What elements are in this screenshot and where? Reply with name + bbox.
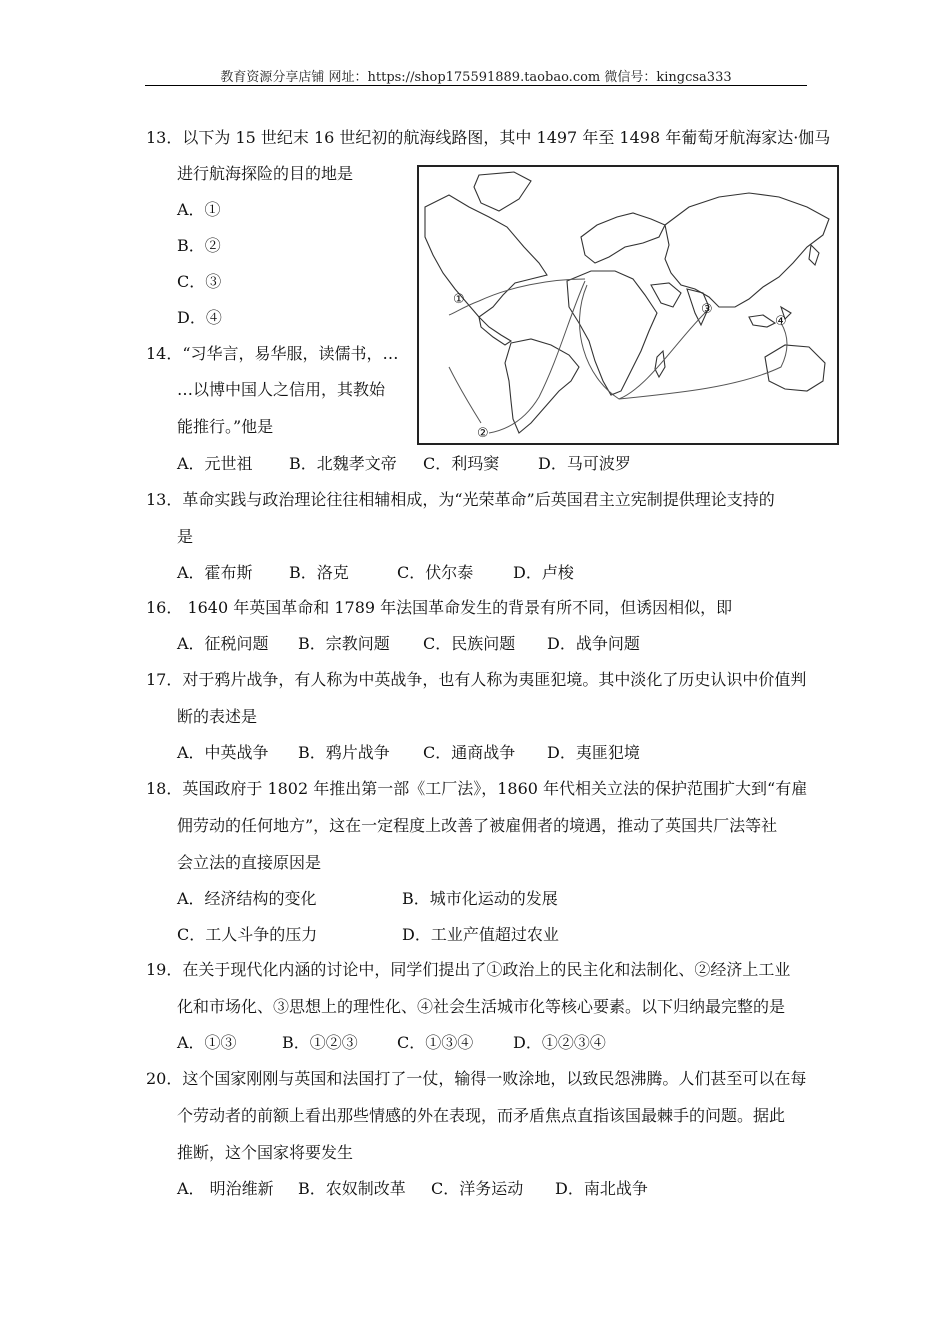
- central-america-outline: [479, 317, 511, 345]
- navigation-route-map: [417, 165, 839, 445]
- question-17-option-c[interactable]: C．通商战争: [423, 743, 516, 762]
- question-20-line-2: 个劳动者的前额上看出那些情感的外在表现，而矛盾焦点直指该国最棘手的问题。据此: [177, 1106, 786, 1125]
- question-13b-option-c[interactable]: C．伏尔泰: [397, 563, 474, 582]
- question-19-option-c[interactable]: C．①③④: [397, 1033, 474, 1052]
- question-14-line-1: 14．“习华言，易华服，读儒书，…: [146, 344, 399, 363]
- question-13b-option-b[interactable]: B．洛克: [289, 563, 349, 582]
- question-18-option-b[interactable]: B．城市化运动的发展: [402, 889, 558, 908]
- question-18-line-2: 佣劳动的任何地方”，这在一定程度上改善了被雇佣者的境遇，推动了英国共厂法等社: [177, 816, 778, 835]
- question-13b-line-2: 是: [177, 527, 194, 546]
- question-13b-option-d[interactable]: D．卢梭: [513, 563, 574, 582]
- question-18-line-1: 18．英国政府于 1802 年推出第一部《工厂法》，1860 年代相关立法的保护范围扩大到“有雇: [146, 779, 808, 798]
- route-west-pacific: [449, 367, 481, 423]
- indonesia-outline: [749, 315, 775, 327]
- question-19-option-b[interactable]: B．①②③: [282, 1033, 358, 1052]
- question-14-line-3: 能推行。”他是: [177, 417, 274, 436]
- question-16-option-a[interactable]: A．征税问题: [177, 634, 269, 653]
- japan-outline: [809, 245, 819, 265]
- question-20-option-a[interactable]: A． 明治维新: [177, 1179, 274, 1198]
- marker-2: ②: [477, 426, 489, 441]
- question-13a-option-b[interactable]: B．②: [177, 236, 221, 255]
- route-columbus: [449, 279, 585, 315]
- route-return: [619, 323, 787, 399]
- question-13b-option-a[interactable]: A．霍布斯: [177, 563, 253, 582]
- question-13a-option-a[interactable]: A．①: [177, 200, 221, 219]
- australia-outline: [765, 345, 825, 391]
- question-13b-line-1: 13．革命实践与政治理论往往相辅相成，为“光荣革命”后英国君主立宪制提供理论支持的: [146, 490, 775, 509]
- question-18-option-d[interactable]: D．工业产值超过农业: [402, 925, 559, 944]
- question-17-option-d[interactable]: D．夷匪犯境: [547, 743, 640, 762]
- question-16-option-c[interactable]: C．民族问题: [423, 634, 516, 653]
- world-map-svg: [419, 167, 837, 443]
- voyage-routes: [449, 279, 787, 433]
- question-16-option-d[interactable]: D．战争问题: [547, 634, 640, 653]
- question-13a-line-1: 13．以下为 15 世纪末 16 世纪初的航海线路图，其中 1497 年至 1498 年葡萄牙航海家达·伽马: [146, 128, 831, 147]
- question-18-option-c[interactable]: C．工人斗争的压力: [177, 925, 318, 944]
- question-20-option-c[interactable]: C．洋务运动: [431, 1179, 524, 1198]
- greenland-outline: [474, 172, 531, 211]
- question-17-option-a[interactable]: A．中英战争: [177, 743, 269, 762]
- question-16-line-1: 16． 1640 年英国革命和 1789 年法国革命发生的背景有所不同，但诱因相似，即: [146, 598, 733, 617]
- route-markers: [453, 292, 787, 441]
- question-14-option-b[interactable]: B．北魏孝文帝: [289, 454, 397, 473]
- question-18-line-3: 会立法的直接原因是: [177, 853, 322, 872]
- question-17-option-b[interactable]: B．鸦片战争: [298, 743, 390, 762]
- south-america-outline: [505, 339, 579, 433]
- question-19-line-2: 化和市场化、③思想上的理性化、④社会生活城市化等核心要素。以下归纳最完整的是: [177, 997, 786, 1016]
- question-19-option-a[interactable]: A．①③: [177, 1033, 237, 1052]
- question-20-line-3: 推断，这个国家将要发生: [177, 1143, 354, 1162]
- question-19-line-1: 19．在关于现代化内涵的讨论中，同学们提出了①政治上的民主化和法制化、②经济上工业: [146, 960, 791, 979]
- question-17-line-2: 断的表述是: [177, 707, 258, 726]
- question-20-line-1: 20．这个国家刚刚与英国和法国打了一仗，输得一败涂地，以致民怨沸腾。人们甚至可以在每: [146, 1069, 807, 1088]
- question-13a-line-2: 进行航海探险的目的地是: [177, 164, 354, 183]
- question-13a-option-c[interactable]: C．③: [177, 272, 222, 291]
- page-header: 教育资源分享店铺 网址：https://shop175591889.taobao.com 微信号：kingcsa333: [220, 70, 732, 85]
- continent-outlines: [425, 172, 829, 433]
- question-14-line-2: …以博中国人之信用，其教始: [177, 380, 386, 399]
- marker-4: ④: [775, 314, 787, 329]
- header-rule: [145, 85, 807, 86]
- marker-1: ①: [453, 292, 465, 307]
- question-16-option-b[interactable]: B．宗教问题: [298, 634, 390, 653]
- question-19-option-d[interactable]: D．①②③④: [513, 1033, 606, 1052]
- marker-3: ③: [701, 302, 713, 317]
- question-18-option-a[interactable]: A．经济结构的变化: [177, 889, 317, 908]
- north-america-outline: [425, 195, 547, 317]
- europe-outline: [581, 213, 665, 263]
- question-20-option-b[interactable]: B．农奴制改革: [298, 1179, 406, 1198]
- question-14-option-d[interactable]: D．马可波罗: [538, 454, 631, 473]
- question-13a-option-d[interactable]: D．④: [177, 308, 222, 327]
- question-14-option-c[interactable]: C．利玛窦: [423, 454, 500, 473]
- question-14-option-a[interactable]: A．元世祖: [177, 454, 253, 473]
- question-17-line-1: 17．对于鸦片战争，有人称为中英战争，也有人称为夷匪犯境。其中淡化了历史认识中价值判: [146, 670, 807, 689]
- question-20-option-d[interactable]: D．南北战争: [555, 1179, 648, 1198]
- arabia-outline: [651, 283, 681, 307]
